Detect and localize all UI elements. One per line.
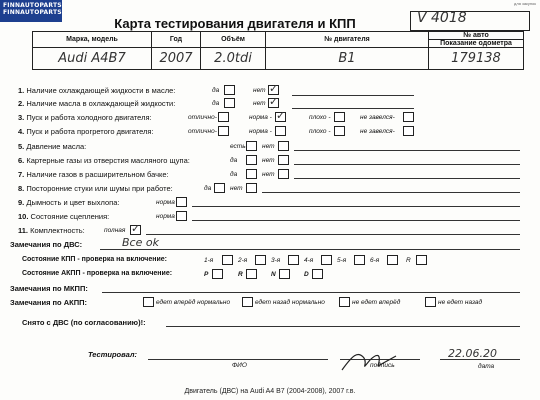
check-mark-icon: ✓: [276, 109, 286, 122]
option-label: да: [204, 185, 212, 192]
option-label: едет назад нормально: [255, 299, 325, 306]
item-number: 2.: [18, 99, 25, 108]
option-label: плохо -: [309, 128, 331, 135]
gear-p-checkbox[interactable]: [212, 269, 223, 279]
value-make-model: Audi A4B7: [33, 48, 152, 70]
reverse-normal-checkbox[interactable]: [242, 297, 253, 307]
item-5: [18, 142, 86, 151]
option-label: не едет вперёд: [352, 299, 401, 306]
option-label: норма -: [249, 114, 272, 121]
removed-from-engine-label: Снято с ДВС (по согласованию)!:: [22, 318, 146, 327]
gear-label: 3-я: [271, 257, 281, 264]
item-text: Пуск и работа холодного двигателя:: [26, 113, 152, 122]
note-line: [166, 326, 520, 327]
item-7: [18, 170, 169, 179]
value-year: 2007: [152, 48, 201, 70]
gear-label: P: [204, 271, 209, 278]
remarks-automatic-gearbox-label: Замечания по АКПП:: [10, 298, 87, 307]
checkbox-bad[interactable]: [334, 112, 345, 122]
note-line: [102, 292, 520, 293]
note-line: [294, 164, 520, 165]
checkbox-normal[interactable]: [176, 197, 187, 207]
gear-label: R: [406, 257, 411, 264]
note-line: [192, 206, 520, 207]
option-label: норма: [156, 213, 175, 220]
checkbox-yes[interactable]: [214, 183, 225, 193]
value-volume: 2.0tdi: [201, 48, 266, 70]
vehicle-header-table: [32, 31, 524, 70]
col-make-model: Марка, модель: [33, 32, 152, 48]
checkbox-no[interactable]: [278, 141, 289, 151]
gear-label: 5-я: [337, 257, 347, 264]
option-label: есть: [230, 143, 246, 150]
checkbox-excellent[interactable]: [218, 126, 229, 136]
item-number: 1.: [18, 86, 25, 95]
logo-line-1: FINNAUTOPARTS: [3, 2, 62, 9]
checkbox-bad[interactable]: [334, 126, 345, 136]
item-text: Пуск и работа прогретого двигателя:: [26, 127, 154, 136]
remarks-engine-handwritten: Все ok: [122, 236, 159, 249]
option-label: нет: [262, 157, 275, 164]
checkbox-normal[interactable]: [275, 126, 286, 136]
item-number: 9.: [18, 198, 25, 207]
note-line: [292, 95, 414, 96]
option-label: не едет назад: [438, 299, 483, 306]
manual-gearbox-check-label: Состояние КПП - проверка на включение:: [22, 256, 167, 263]
checkbox-yes[interactable]: [246, 155, 257, 165]
note-line: [294, 150, 520, 151]
item-text: Картерные газы из отверстия масляного щупа:: [26, 156, 190, 165]
tested-by-label: Тестировал:: [88, 350, 137, 359]
handwritten-signature: [338, 346, 408, 376]
remarks-manual-gearbox-label: Замечания по МКПП:: [10, 284, 88, 293]
option-label: да: [212, 100, 220, 107]
value-odometer: 179138: [429, 48, 524, 70]
gear-label: 4-я: [304, 257, 314, 264]
gear-d-checkbox[interactable]: [312, 269, 323, 279]
item-9: [18, 198, 119, 207]
item-number: 5.: [18, 142, 25, 151]
image-caption: Двигатель (ДВС) на Audi A4 B7 (2004-2008), 2007 г.в.: [184, 388, 356, 395]
option-label: отлично-: [188, 128, 217, 135]
no-reverse-checkbox[interactable]: [425, 297, 436, 307]
option-label: да: [230, 157, 238, 164]
item-text: Дымность и цвет выхлопа:: [26, 198, 120, 207]
checkbox-no[interactable]: [278, 169, 289, 179]
logo-line-2: FINNAUTOPARTS: [3, 9, 62, 16]
option-label: норма: [156, 199, 175, 206]
option-label: нет: [262, 143, 275, 150]
note-line: [292, 108, 414, 109]
gear-3-checkbox[interactable]: [288, 255, 299, 265]
gear-label: R: [238, 271, 243, 278]
option-label: да: [212, 87, 220, 94]
check-mark-icon: ✓: [131, 222, 141, 235]
col-odometer: [429, 32, 524, 48]
checkbox-excellent[interactable]: [218, 112, 229, 122]
col-auto-number: № авто: [429, 32, 523, 40]
date-caption: дата: [478, 363, 495, 370]
date-handwritten: 22.06.20: [448, 347, 497, 360]
top-right-note: для закупок: [514, 1, 536, 6]
option-label: нет: [262, 171, 275, 178]
option-label: не завелся-: [360, 114, 395, 121]
gear-label: 2-я: [238, 257, 248, 264]
option-label: отлично-: [188, 114, 217, 121]
option-label: едет вперёд нормально: [156, 299, 231, 306]
option-label: да: [230, 171, 238, 178]
option-label: нет: [253, 87, 266, 94]
item-text: Наличие газов в расширительном бачке:: [26, 170, 169, 179]
gear-2-checkbox[interactable]: [255, 255, 266, 265]
option-label: не завелся-: [360, 128, 395, 135]
col-year: Год: [152, 32, 201, 48]
checkbox-yes[interactable]: [224, 85, 235, 95]
gear-label: 1-я: [204, 257, 214, 264]
checkbox-yes[interactable]: [224, 98, 235, 108]
checkbox-not-started[interactable]: [403, 126, 414, 136]
remarks-engine-label: Замечания по ДВС:: [10, 240, 83, 249]
item-number: 11.: [18, 226, 29, 235]
tester-name-line: [148, 359, 328, 360]
automatic-gearbox-check-label: Состояние АКПП - проверка на включение:: [22, 270, 173, 277]
option-label: полная: [104, 227, 126, 234]
item-number: 8.: [18, 184, 25, 193]
item-text: Наличие охлаждающей жидкости в масле:: [26, 86, 176, 95]
item-8: [18, 184, 173, 193]
checkbox-not-started[interactable]: [403, 112, 414, 122]
item-text: Состояние сцепления:: [30, 212, 110, 221]
full-name-caption: ФИО: [232, 362, 247, 369]
vehicle-number-handwritten: V 4018: [417, 10, 467, 26]
forward-normal-checkbox[interactable]: [143, 297, 154, 307]
item-text: Давление масла:: [26, 142, 87, 151]
gear-label: 6-я: [370, 257, 380, 264]
check-mark-icon: ✓: [269, 82, 279, 95]
note-line: [100, 249, 520, 250]
no-forward-checkbox[interactable]: [339, 297, 350, 307]
gear-r-checkbox[interactable]: [246, 269, 257, 279]
value-engine-number: B1: [266, 48, 429, 70]
checkbox-yes[interactable]: [246, 141, 257, 151]
gear-6-checkbox[interactable]: [387, 255, 398, 265]
gear-5-checkbox[interactable]: [354, 255, 365, 265]
gear-label: N: [271, 271, 276, 278]
col-engine-number: № двигателя: [266, 32, 429, 48]
option-label: плохо -: [309, 114, 331, 121]
item-number: 3.: [18, 113, 25, 122]
item-3: [18, 113, 152, 122]
gear-r-checkbox[interactable]: [416, 255, 427, 265]
checkbox-no[interactable]: [246, 183, 257, 193]
item-10: [18, 212, 109, 221]
option-label: нет: [253, 100, 266, 107]
gear-n-checkbox[interactable]: [279, 269, 290, 279]
item-text: Комплектность:: [30, 226, 85, 235]
note-line: [192, 220, 520, 221]
note-line: [294, 178, 520, 179]
checkbox-no[interactable]: [278, 155, 289, 165]
gear-label: D: [304, 271, 309, 278]
note-line: [146, 234, 520, 235]
item-6: [18, 156, 190, 165]
item-2: [18, 99, 175, 108]
gear-4-checkbox[interactable]: [321, 255, 332, 265]
check-mark-icon: ✓: [269, 95, 279, 108]
item-number: 6.: [18, 156, 25, 165]
item-number: 4.: [18, 127, 25, 136]
note-line: [262, 192, 520, 193]
item-number: 10.: [18, 212, 29, 221]
item-number: 7.: [18, 170, 25, 179]
signature-caption: подпись: [370, 362, 395, 369]
col-odometer-label: Показание одометра: [440, 40, 512, 47]
gear-1-checkbox[interactable]: [222, 255, 233, 265]
item-1: [18, 86, 175, 95]
item-4: [18, 127, 154, 136]
checkbox-yes[interactable]: [246, 169, 257, 179]
option-label: норма -: [249, 128, 272, 135]
option-label: нет: [230, 185, 243, 192]
page-title: Карта тестирования двигателя и КПП: [114, 16, 356, 31]
checkbox-normal[interactable]: [176, 211, 187, 221]
item-11: [18, 226, 85, 235]
item-text: Посторонние стуки или шумы при работе:: [26, 184, 173, 193]
col-volume: Объём: [201, 32, 266, 48]
item-text: Наличие масла в охлаждающей жидкости:: [26, 99, 176, 108]
